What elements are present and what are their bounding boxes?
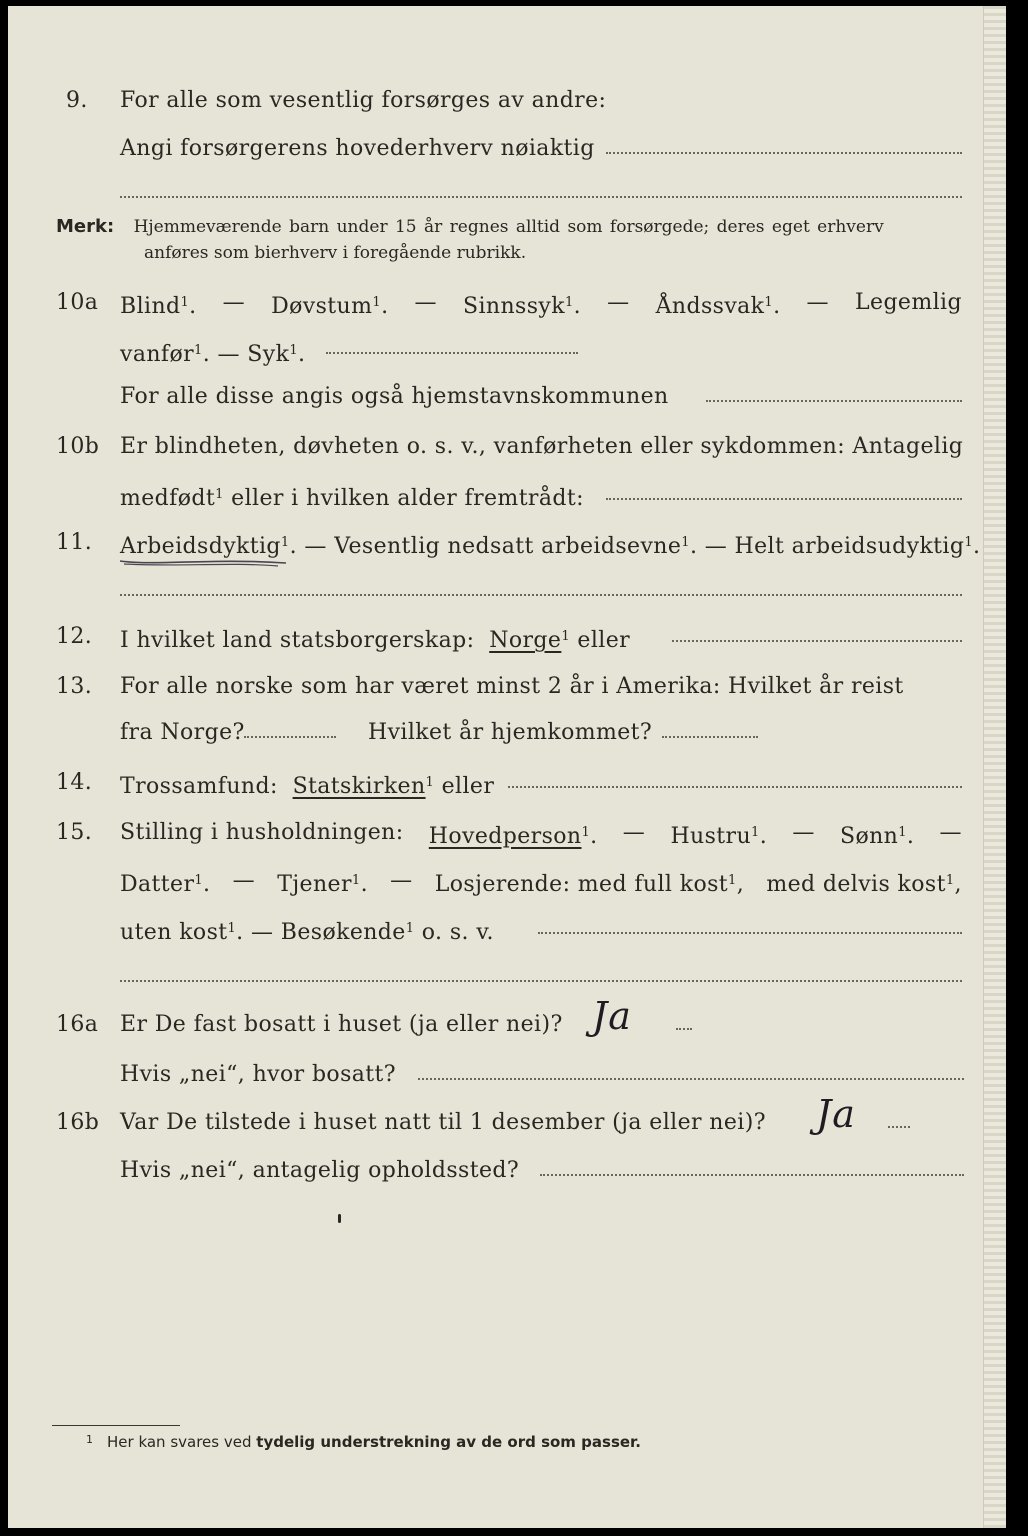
hustru-option[interactable]: Hustru bbox=[670, 824, 752, 849]
dovstum-option[interactable]: Døvstum bbox=[271, 294, 373, 319]
q14-text: Trossamfund: bbox=[120, 774, 278, 799]
q9-number: 9. bbox=[66, 88, 88, 113]
q9-line1: For alle som vesentlig forsørges av andre: bbox=[120, 88, 607, 113]
sinnssyk-option[interactable]: Sinnssyk bbox=[463, 294, 565, 319]
footnote-plain: Her kan svares ved bbox=[107, 1433, 252, 1451]
q16b-line1: Var De tilstede i huset natt til 1 desember (ja eller nei)? bbox=[120, 1110, 766, 1135]
q10b-answer-line[interactable] bbox=[606, 498, 962, 500]
hjemstavn-answer-line[interactable] bbox=[706, 400, 962, 402]
q13-hjemkommet: Hvilket år hjemkommet? bbox=[368, 720, 653, 745]
q9-answer-line[interactable] bbox=[606, 152, 962, 154]
besokende-option[interactable]: Besøkende bbox=[280, 920, 406, 945]
medfodt-option[interactable]: medfødt bbox=[120, 486, 216, 511]
q10a-number: 10a bbox=[56, 290, 99, 315]
q16a-handwritten-answer: Ja bbox=[592, 994, 632, 1038]
q14-answer-line[interactable] bbox=[508, 786, 962, 788]
q16a-answer-line[interactable] bbox=[676, 1028, 692, 1030]
torn-page-edge bbox=[983, 6, 1006, 1528]
footnote-rule bbox=[52, 1425, 180, 1426]
vanfor-option[interactable]: vanfør bbox=[120, 342, 195, 367]
q16b-answer-line[interactable] bbox=[888, 1126, 910, 1128]
q13-fra-norge: fra Norge? bbox=[120, 720, 245, 745]
q12-line: I hvilket land statsborgerskap: Norge$^1$ eller bbox=[120, 628, 631, 653]
tjener-option[interactable]: Tjener bbox=[277, 872, 352, 897]
q15-stilling: Stilling i husholdningen: bbox=[120, 820, 404, 845]
sonn-option[interactable]: Sønn bbox=[839, 824, 899, 849]
arbeidsdyktig-handwritten-underline bbox=[118, 554, 288, 568]
statskirken-option[interactable]: Statskirken bbox=[292, 774, 426, 799]
merk-label: Merk: bbox=[56, 216, 115, 237]
uten-kost-option[interactable]: uten kost bbox=[120, 920, 228, 945]
datter-option[interactable]: Datter bbox=[120, 872, 195, 897]
q10a-line1: Blind$^1$. — Døvstum$^1$. — Sinnssyk$^1$. — Åndssvak$^1$. — Legemlig bbox=[120, 288, 962, 322]
merk-line2: anføres som bierhverv i foregående rubrikk. bbox=[144, 243, 527, 263]
ink-mark bbox=[338, 1214, 341, 1223]
q11-line: Arbeidsdyktig$^1$. — Vesentlig nedsatt arbeidsevne$^1$. — Helt arbeidsudyktig$^1$. bbox=[120, 534, 981, 559]
q15-line2: Datter$^1$. — Tjener$^1$. — Losjerende: med full kost$^1$, med delvis kost$^1$, bbox=[120, 868, 962, 897]
census-form-page bbox=[8, 6, 1006, 1528]
q15-extra-line[interactable] bbox=[120, 980, 962, 982]
q16b-opholdssted-answer-line[interactable] bbox=[540, 1174, 964, 1176]
q16b-handwritten-answer: Ja bbox=[816, 1092, 856, 1136]
q16a-bosatt-answer-line[interactable] bbox=[418, 1078, 964, 1080]
q16b-number: 16b bbox=[56, 1110, 100, 1135]
footnote bbox=[86, 1430, 641, 1452]
q15-number: 15. bbox=[56, 820, 93, 845]
merk-line1: Hjemmeværende barn under 15 år regnes alltid som forsørgede; deres eget erhverv bbox=[133, 217, 884, 237]
q16b-line2: Hvis „nei“, antagelig opholdssted? bbox=[120, 1158, 520, 1183]
q14-line: Trossamfund: Statskirken$^1$ eller bbox=[120, 774, 495, 799]
q14-number: 14. bbox=[56, 770, 93, 795]
q13-line1: For alle norske som har været minst 2 år i Amerika: Hvilket år reist bbox=[120, 674, 904, 699]
q14-eller: eller bbox=[441, 774, 495, 799]
q10b-line1: Er blindheten, døvheten o. s. v., vanførheten eller sykdommen: Antagelig bbox=[120, 434, 964, 459]
q10b-line2: medfødt$^1$ eller i hvilken alder fremtrådt: bbox=[120, 486, 584, 511]
q9-extra-line[interactable] bbox=[120, 196, 962, 198]
q12-eller: eller bbox=[577, 628, 631, 653]
merk-note bbox=[56, 214, 884, 240]
syk-answer-line[interactable] bbox=[326, 352, 578, 354]
q10a-line2: vanfør$^1$. — Syk$^1$. bbox=[120, 342, 306, 367]
q15-line3: uten kost$^1$. — Besøkende$^1$ o. s. v. bbox=[120, 920, 494, 945]
q16a-number: 16a bbox=[56, 1012, 99, 1037]
udyktig-option[interactable]: Helt arbeidsudyktig bbox=[734, 534, 965, 559]
delvis-kost-option[interactable]: med delvis kost bbox=[766, 872, 946, 897]
q9-line2: Angi forsørgerens hovederhverv nøiaktig bbox=[120, 136, 595, 161]
nedsatt-option[interactable]: Vesentlig nedsatt arbeidsevne bbox=[334, 534, 682, 559]
norge-option[interactable]: Norge bbox=[489, 628, 562, 653]
q13-reist-answer-line[interactable] bbox=[244, 736, 336, 738]
syk-option[interactable]: Syk bbox=[247, 342, 290, 367]
q11-extra-line[interactable] bbox=[120, 594, 962, 596]
q15-line1: Stilling i husholdningen: Hovedperson$^1$. — Hustru$^1$. — Sønn$^1$. — bbox=[120, 818, 962, 852]
arbeidsdyktig-option[interactable]: Arbeidsdyktig bbox=[120, 534, 281, 559]
q16a-line2: Hvis „nei“, hvor bosatt? bbox=[120, 1062, 396, 1087]
q11-number: 11. bbox=[56, 530, 93, 555]
q10b-line2-rest: eller i hvilken alder fremtrådt: bbox=[231, 486, 584, 511]
q10a-line3: For alle disse angis også hjemstavnskommunen bbox=[120, 384, 669, 409]
blind-option[interactable]: Blind bbox=[120, 294, 181, 319]
q15-osv: o. s. v. bbox=[421, 920, 494, 945]
q15-answer-line[interactable] bbox=[538, 932, 962, 934]
q16a-line1: Er De fast bosatt i huset (ja eller nei)? bbox=[120, 1012, 563, 1037]
full-kost-option[interactable]: Losjerende: med full kost bbox=[434, 872, 729, 897]
q13-number: 13. bbox=[56, 674, 93, 699]
andssvak-option[interactable]: Åndssvak bbox=[655, 294, 765, 319]
footnote-mark: 1 bbox=[86, 1433, 93, 1446]
legemlig-option[interactable]: Legemlig bbox=[855, 290, 962, 315]
hovedperson-option[interactable]: Hovedperson bbox=[428, 824, 582, 849]
footnote-bold: tydelig understrekning av de ord som passer. bbox=[256, 1433, 642, 1451]
q10b-number: 10b bbox=[56, 434, 100, 459]
q12-number: 12. bbox=[56, 624, 93, 649]
q13-hjemkommet-answer-line[interactable] bbox=[662, 736, 758, 738]
q12-text: I hvilket land statsborgerskap: bbox=[120, 628, 475, 653]
q12-answer-line[interactable] bbox=[672, 640, 962, 642]
